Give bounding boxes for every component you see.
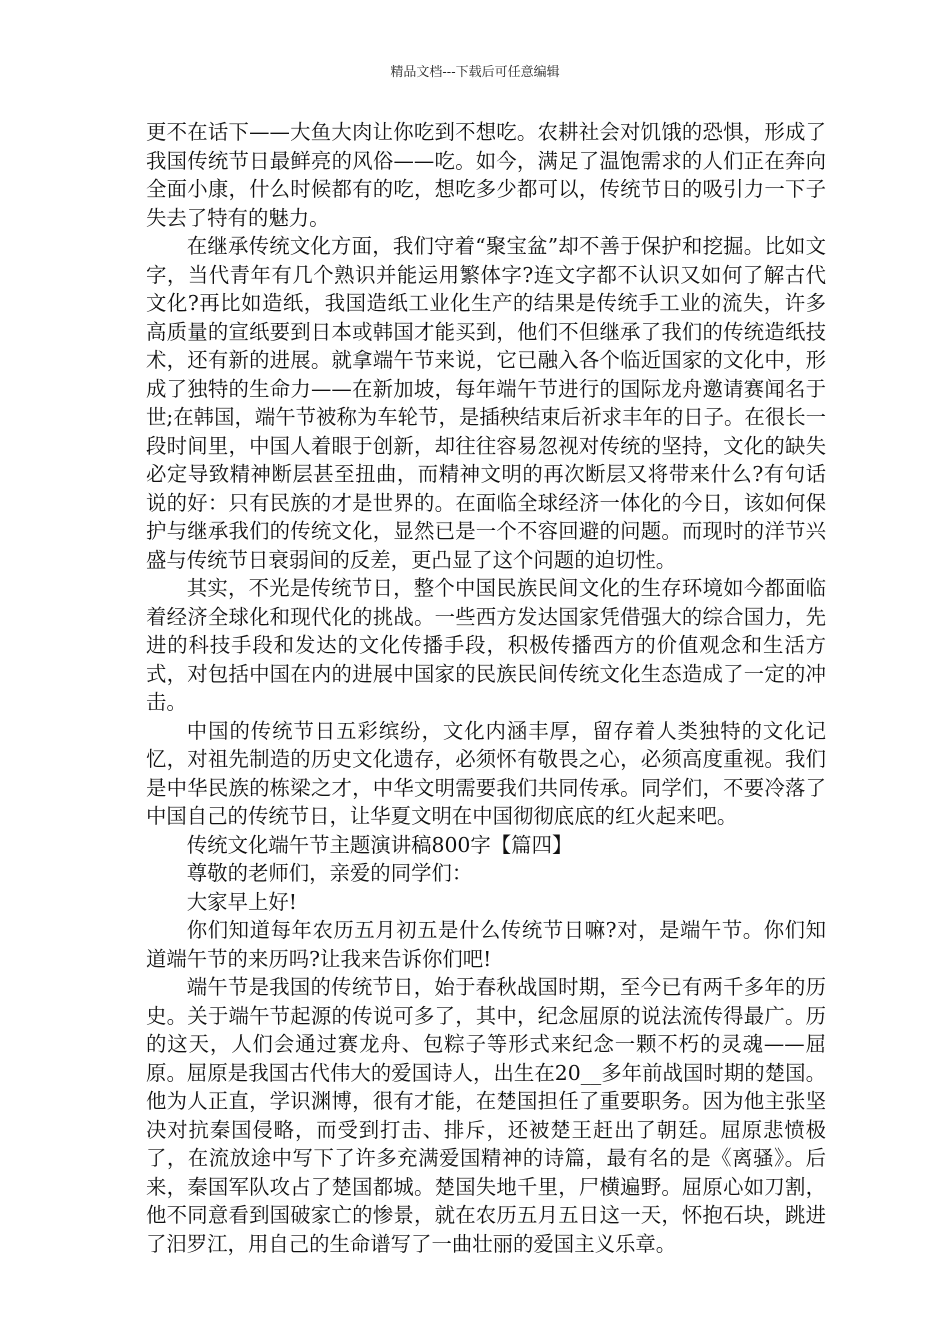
document-body	[146, 118, 826, 1258]
salutation: 尊敬的老师们，亲爱的同学们：	[186, 861, 473, 885]
greeting: 大家早上好!	[186, 889, 297, 914]
paragraph-3: 其实，不光是传统节日，整个中国民族民间文化的生存环境如今都面临着经济全球化和现代化的挑战。一些西方发达国家凭借强大的综合国力，先进的科技手段和发达的文化传播手段，积极传播西方的价值观念和生活方式，对包括中国在内的进展中国家的民族民间传统文化生态造成了一定的冲击。	[146, 576, 826, 714]
page-header: 精品文档---下载后可任意编辑	[390, 65, 560, 80]
paragraph-2: 在继承传统文化方面，我们守着“聚宝盆”却不善于保护和挖掘。比如文字，当代青年有几个熟识并能运用繁体字?连文字都不认识又如何了解古代文化?再比如造纸，我国造纸工业化生产的结果是传统手工业的流失，许多高质量的宣纸要到日本或韩国才能买到，他们不但继承了我们的传统造纸技术，还有新的进展。就拿端午节来说，它已融入各个临近国家的文化中，形成了独特的生命力——在新加坡，每年端午节进行的国际龙舟邀请赛闻名于世;在韩国，端午节被称为车轮节，是插秧结束后祈求丰年的日子。在很长一段时间里，中国人着眼于创新，却往往容易忽视对传统的坚持，文化的缺失必定导致精神断层甚至扭曲，而精神文明的再次断层又将带来什么?有句话说的好：只有民族的才是世界的。在面临全球经济一体化的今日，该如何保护与继承我们的传统文化，显然已是一个不容回避的问题。而现时的洋节兴盛与传统节日衰弱间的反差，更凸显了这个问题的迫切性。	[146, 234, 826, 572]
paragraph-1: 更不在话下——大鱼大肉让你吃到不想吃。农耕社会对饥饿的恐惧，形成了我国传统节日最鲜亮的风俗——吃。如今，满足了温饱需求的人们正在奔向全面小康，什么时候都有的吃，想吃多少都可以，传统节日的吸引力一下子失去了特有的魅力。	[146, 120, 826, 230]
paragraph-5: 你们知道每年农历五月初五是什么传统节日嘛?对，是端午节。你们知道端午节的来历吗?让我来告诉你们吧!	[146, 918, 826, 971]
paragraph-4: 中国的传统节日五彩缤纷，文化内涵丰厚，留存着人类独特的文化记忆，对祖先制造的历史文化遗存，必须怀有敬畏之心，必须高度重视。我们是中华民族的栋梁之才，中华文明需要我们共同传承。同学们，不要冷落了中国自己的传统节日，让华夏文明在中国彻彻底底的红火起来吧。	[146, 718, 826, 828]
section-title: 传统文化端午节主题演讲稿800字【篇四】	[186, 832, 573, 857]
paragraph-6: 端午节是我国的传统节日，始于春秋战国时期，至今已有两千多年的历史。关于端午节起源的传说可多了，其中，纪念屈原的说法流传得最广。历的这天，人们会通过赛龙舟、包粽子等形式来纪念一颗不朽的灵魂——屈原。屈原是我国古代伟大的爱国诗人，出生在20__多年前战国时期的楚国。他为人正直，学识渊博，很有才能，在楚国担任了重要职务。因为他主张坚决对抗秦国侵略，而受到打击、排斥，还被楚王赶出了朝廷。屈原悲愤极了，在流放途中写下了许多充满爱国精神的诗篇，最有名的是《离骚》。后来，秦国军队攻占了楚国都城。楚国失地千里，尸横遍野。屈原心如刀割，他不同意看到国破家亡的惨景，就在农历五月五日这一天，怀抱石块，跳进了汨罗江，用自己的生命谱写了一曲壮丽的爱国主义乐章。	[146, 975, 826, 1256]
